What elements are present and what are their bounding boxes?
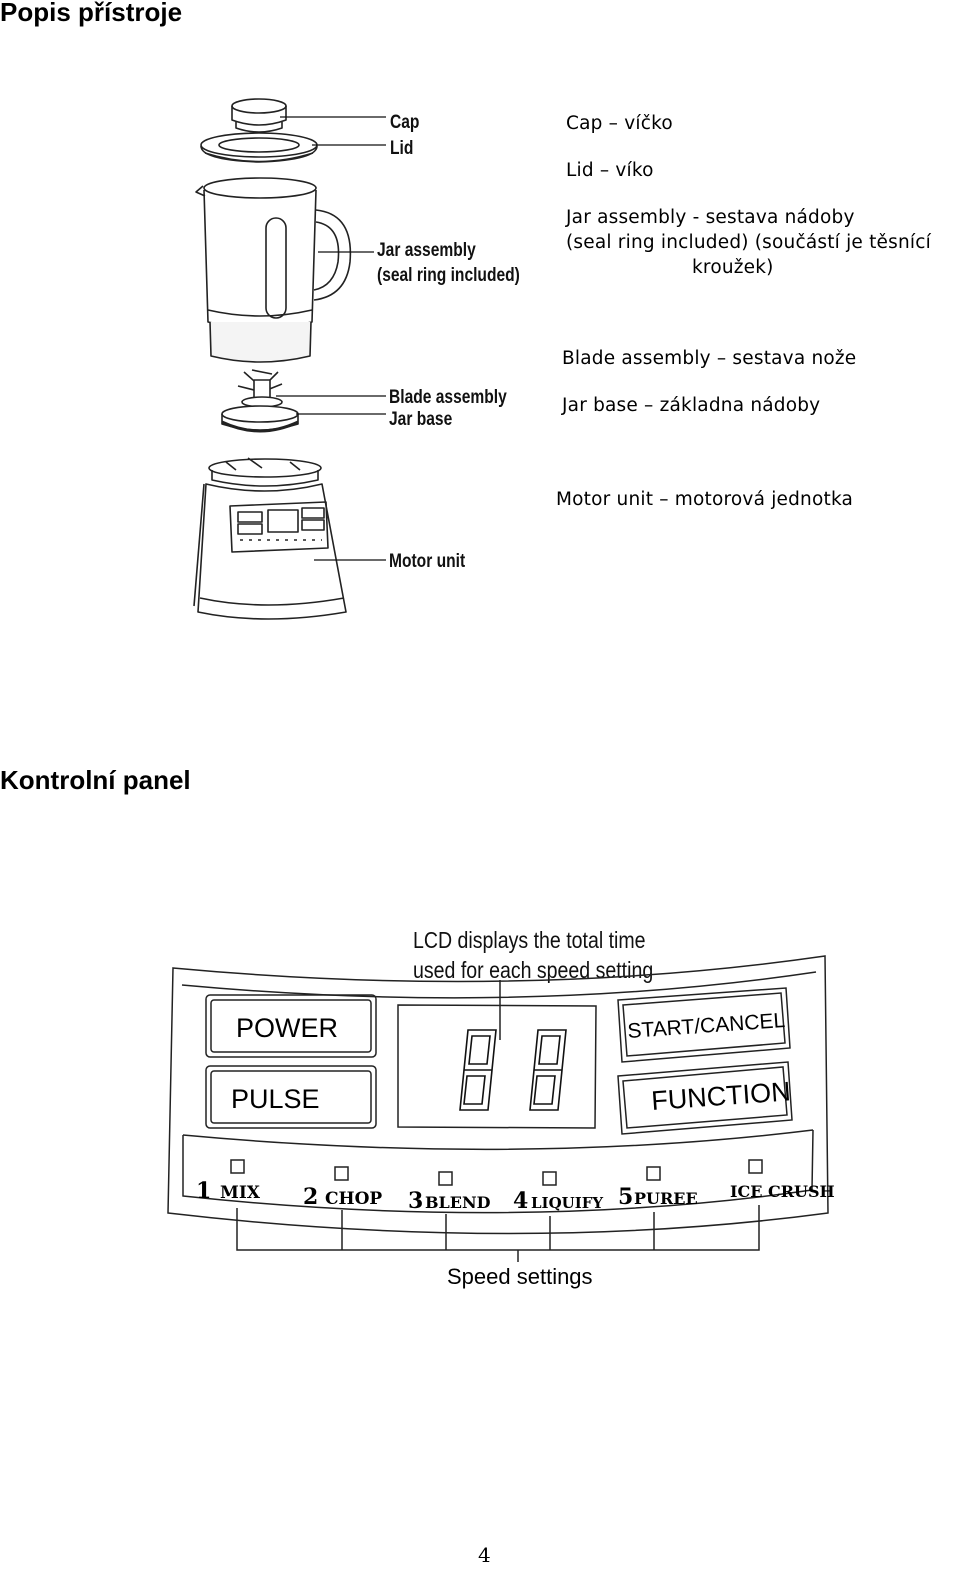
speed-4-name: LIQUIFY — [531, 1194, 604, 1212]
label-blade-assembly: Blade assembly — [389, 387, 507, 408]
translation-lid: Lid – víko — [566, 160, 654, 181]
speed-2-number: 2 — [303, 1184, 319, 1210]
translation-blade: Blade assembly – sestava nože — [562, 348, 857, 369]
section-title-control-panel: Kontrolní panel — [0, 765, 191, 795]
speed-3-number: 3 — [408, 1188, 424, 1214]
label-cap: Cap — [390, 112, 420, 133]
translation-jar-line2: (seal ring included) (součástí je těsnící — [566, 232, 931, 253]
label-lid: Lid — [390, 138, 414, 159]
speed-1-number: 1 — [196, 1178, 212, 1204]
translation-jar-line1: Jar assembly - sestava nádoby — [566, 207, 855, 228]
page-number: 4 — [478, 1543, 491, 1567]
label-seal-ring: (seal ring included) — [377, 265, 520, 286]
label-jar-base: Jar base — [389, 409, 453, 430]
start-cancel-button-label: START/CANCEL — [626, 1009, 786, 1043]
speed-1-name: MIX — [220, 1183, 260, 1203]
page-title: Popis přístroje — [0, 0, 183, 27]
translation-jar-base: Jar base – základna nádoby — [562, 395, 821, 416]
function-button-label: FUNCTION — [650, 1076, 792, 1116]
speed-2-name: CHOP — [325, 1189, 383, 1209]
label-motor-unit: Motor unit — [389, 551, 466, 572]
label-jar-assembly: Jar assembly — [377, 240, 476, 261]
speed-3-name: BLEND — [425, 1193, 491, 1212]
speed-4-number: 4 — [513, 1188, 529, 1214]
speed-ice-crush-name: ICE CRUSH — [730, 1182, 835, 1201]
translation-cap: Cap – víčko — [566, 113, 673, 134]
power-button-label: POWER — [236, 1013, 339, 1043]
translation-jar-line3: kroužek) — [692, 257, 774, 278]
speed-5-name: PUREE — [634, 1189, 698, 1208]
pulse-button-label: PULSE — [231, 1084, 320, 1114]
translation-motor: Motor unit – motorová jednotka — [556, 489, 854, 510]
speed-settings-caption: Speed settings — [447, 1264, 593, 1289]
lcd-note-line2: used for each speed setting — [413, 957, 654, 983]
lcd-note-line1: LCD displays the total time — [413, 927, 646, 953]
lcd-digits — [460, 1030, 566, 1110]
speed-5-number: 5 — [618, 1184, 634, 1210]
